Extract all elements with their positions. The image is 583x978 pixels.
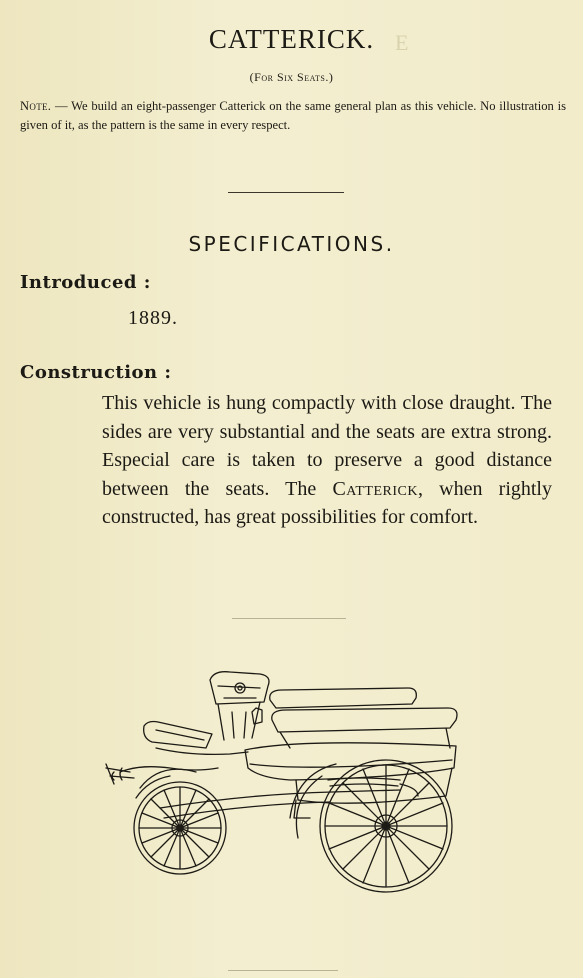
page-bottom-divider: [228, 970, 338, 971]
section-divider: [228, 192, 344, 193]
carriage-illustration: [100, 668, 470, 903]
specifications-heading: SPECIFICATIONS.: [188, 232, 395, 256]
construction-text-start: This vehicle is hung compactly with close draught. The sides are very substantial and the seats are extra strong. Especial care is taken to preserve a good distance between the seats. The: [102, 392, 552, 500]
construction-text-end: , when rightly constructed, has great possibilities for comfort.: [102, 477, 552, 528]
construction-label: Construction :: [20, 362, 172, 383]
page-subtitle: (For Six Seats.): [249, 70, 334, 84]
introduced-label: Introduced :: [20, 272, 151, 293]
vehicle-name: Catterick: [332, 477, 418, 500]
page-title: CATTERICK.: [208, 24, 375, 54]
note-paragraph: [20, 97, 566, 135]
note-label: Note.: [20, 99, 52, 113]
construction-paragraph: [102, 389, 552, 532]
illustration-top-divider: [232, 618, 346, 619]
bleed-through-text: E: [395, 30, 413, 55]
note-text: — We build an eight-passenger Catterick on the same general plan as this vehicle. No illustration is given of it, as the pattern is the same in every respect.: [20, 99, 566, 132]
introduced-value: 1889.: [128, 307, 178, 329]
